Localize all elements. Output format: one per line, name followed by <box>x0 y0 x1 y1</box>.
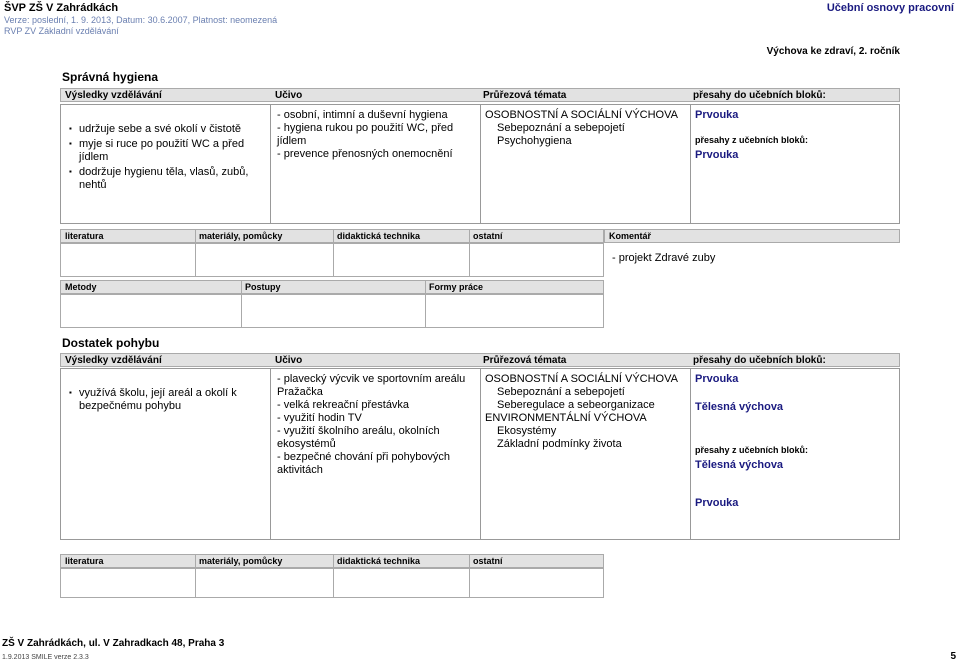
methods-values <box>60 294 604 328</box>
content-line: - bezpečné chování při pohybových aktivitách <box>277 451 451 476</box>
col-themes-header: Průřezová témata <box>483 355 567 366</box>
school-name: ŠVP ZŠ V Zahrádkách <box>4 2 119 14</box>
outcomes-cell <box>61 105 271 223</box>
literature-header: literatura <box>65 556 104 566</box>
resources-values <box>60 568 604 598</box>
comment-text: - projekt Zdravé zuby <box>612 252 716 264</box>
theme-main: ENVIRONMENTÁLNÍ VÝCHOVA <box>485 412 647 424</box>
footer-school: ZŠ V Zahrádkách, ul. V Zahradkach 48, Praha 3 <box>2 638 225 649</box>
section-title-movement: Dostatek pohybu <box>62 336 160 350</box>
procedures-header: Postupy <box>245 282 281 292</box>
col-themes-header: Průřezová témata <box>483 90 567 101</box>
overlap-from-link[interactable]: Tělesná výchova <box>695 459 784 471</box>
overlaps-cell <box>691 105 901 223</box>
outcomes-cell <box>61 369 271 539</box>
theme-main: OSOBNOSTNÍ A SOCIÁLNÍ VÝCHOVA <box>485 109 678 121</box>
other-header: ostatní <box>473 231 503 241</box>
methods-header: Metody <box>65 282 97 292</box>
subject-grade: Výchova ke zdraví, 2. ročník <box>766 46 900 57</box>
overlaps-from-label: přesahy z učebních bloků: <box>695 135 809 145</box>
theme-sub: Základní podmínky života <box>497 438 622 450</box>
content-line: - osobní, intimní a duševní hygiena <box>277 109 448 121</box>
column-header-row <box>60 88 900 102</box>
list-item: ▪ využívá školu, její areál a okolí k bezpečnému pohybu <box>65 387 266 413</box>
overlap-from-link[interactable]: Prvouka <box>695 149 739 161</box>
outcomes-list <box>65 123 266 192</box>
list-item: ▪ udržuje sebe a své okolí v čistotě <box>65 123 266 136</box>
theme-sub: Ekosystémy <box>497 425 557 437</box>
content-line: - plavecký výcvik ve sportovním areálu Pražačka <box>277 373 466 398</box>
materials-header: materiály, pomůcky <box>199 231 283 241</box>
themes-cell <box>481 369 691 539</box>
overlap-to-link[interactable]: Prvouka <box>695 373 739 385</box>
column-header-row <box>60 353 900 367</box>
literature-header: literatura <box>65 231 104 241</box>
content-line: - využití školního areálu, okolních ekosystémů <box>277 425 440 450</box>
content-line: - prevence přenosných onemocnění <box>277 148 453 160</box>
section-title-hygiene: Správná hygiena <box>62 70 159 84</box>
col-outcomes-header: Výsledky vzdělávání <box>65 355 162 366</box>
comment-header: Komentář <box>609 231 652 241</box>
col-overlaps-header: přesahy do učebních bloků: <box>693 355 826 366</box>
theme-sub: Psychohygiena <box>497 135 572 147</box>
materials-header: materiály, pomůcky <box>199 556 283 566</box>
rvp-info: RVP ZV Základní vzdělávání <box>4 26 119 36</box>
other-header: ostatní <box>473 556 503 566</box>
theme-sub: Sebepoznání a sebepojetí <box>497 386 625 398</box>
page-number: 5 <box>950 651 956 662</box>
col-content-header: Učivo <box>275 355 303 366</box>
theme-sub: Sebepoznání a sebepojetí <box>497 122 625 134</box>
list-item: ▪ myje si ruce po použití WC a před jídlem <box>65 138 266 164</box>
content-line: - využití hodin TV <box>277 412 362 424</box>
col-outcomes-header: Výsledky vzdělávání <box>65 90 162 101</box>
content-line: - hygiena rukou po použití WC, před jídlem <box>277 122 454 147</box>
forms-header: Formy práce <box>429 282 484 292</box>
resources-header-row <box>60 554 604 568</box>
overlap-to-link[interactable]: Tělesná výchova <box>695 401 784 413</box>
content-line: - velká rekreační přestávka <box>277 399 410 411</box>
content-cell <box>271 105 481 223</box>
overlaps-cell <box>691 369 901 539</box>
methods-header-row <box>60 280 604 294</box>
comment-header-row <box>604 229 900 243</box>
content-cell <box>271 369 481 539</box>
resources-values <box>60 243 604 277</box>
theme-sub: Seberegulace a sebeorganizace <box>497 399 655 411</box>
list-item: ▪ dodržuje hygienu těla, vlasů, zubů, nehtů <box>65 166 266 192</box>
version-info: Verze: poslední, 1. 9. 2013, Datum: 30.6.2007, Platnost: neomezená <box>4 15 278 25</box>
overlap-from-link[interactable]: Prvouka <box>695 497 739 509</box>
col-content-header: Učivo <box>275 90 303 101</box>
section-hygiene-body <box>60 104 900 224</box>
col-overlaps-header: přesahy do učebních bloků: <box>693 90 826 101</box>
technique-header: didaktická technika <box>337 231 421 241</box>
outcomes-list <box>65 387 266 413</box>
footer-version: 1.9.2013 SMILE verze 2.3.3 <box>2 654 89 661</box>
technique-header: didaktická technika <box>337 556 421 566</box>
plan-title: Učební osnovy pracovní <box>826 2 954 14</box>
resources-header-row <box>60 229 604 243</box>
overlaps-from-label: přesahy z učebních bloků: <box>695 445 809 455</box>
themes-cell <box>481 105 691 223</box>
theme-main: OSOBNOSTNÍ A SOCIÁLNÍ VÝCHOVA <box>485 373 678 385</box>
overlap-to-link[interactable]: Prvouka <box>695 109 739 121</box>
section-movement-body <box>60 368 900 540</box>
